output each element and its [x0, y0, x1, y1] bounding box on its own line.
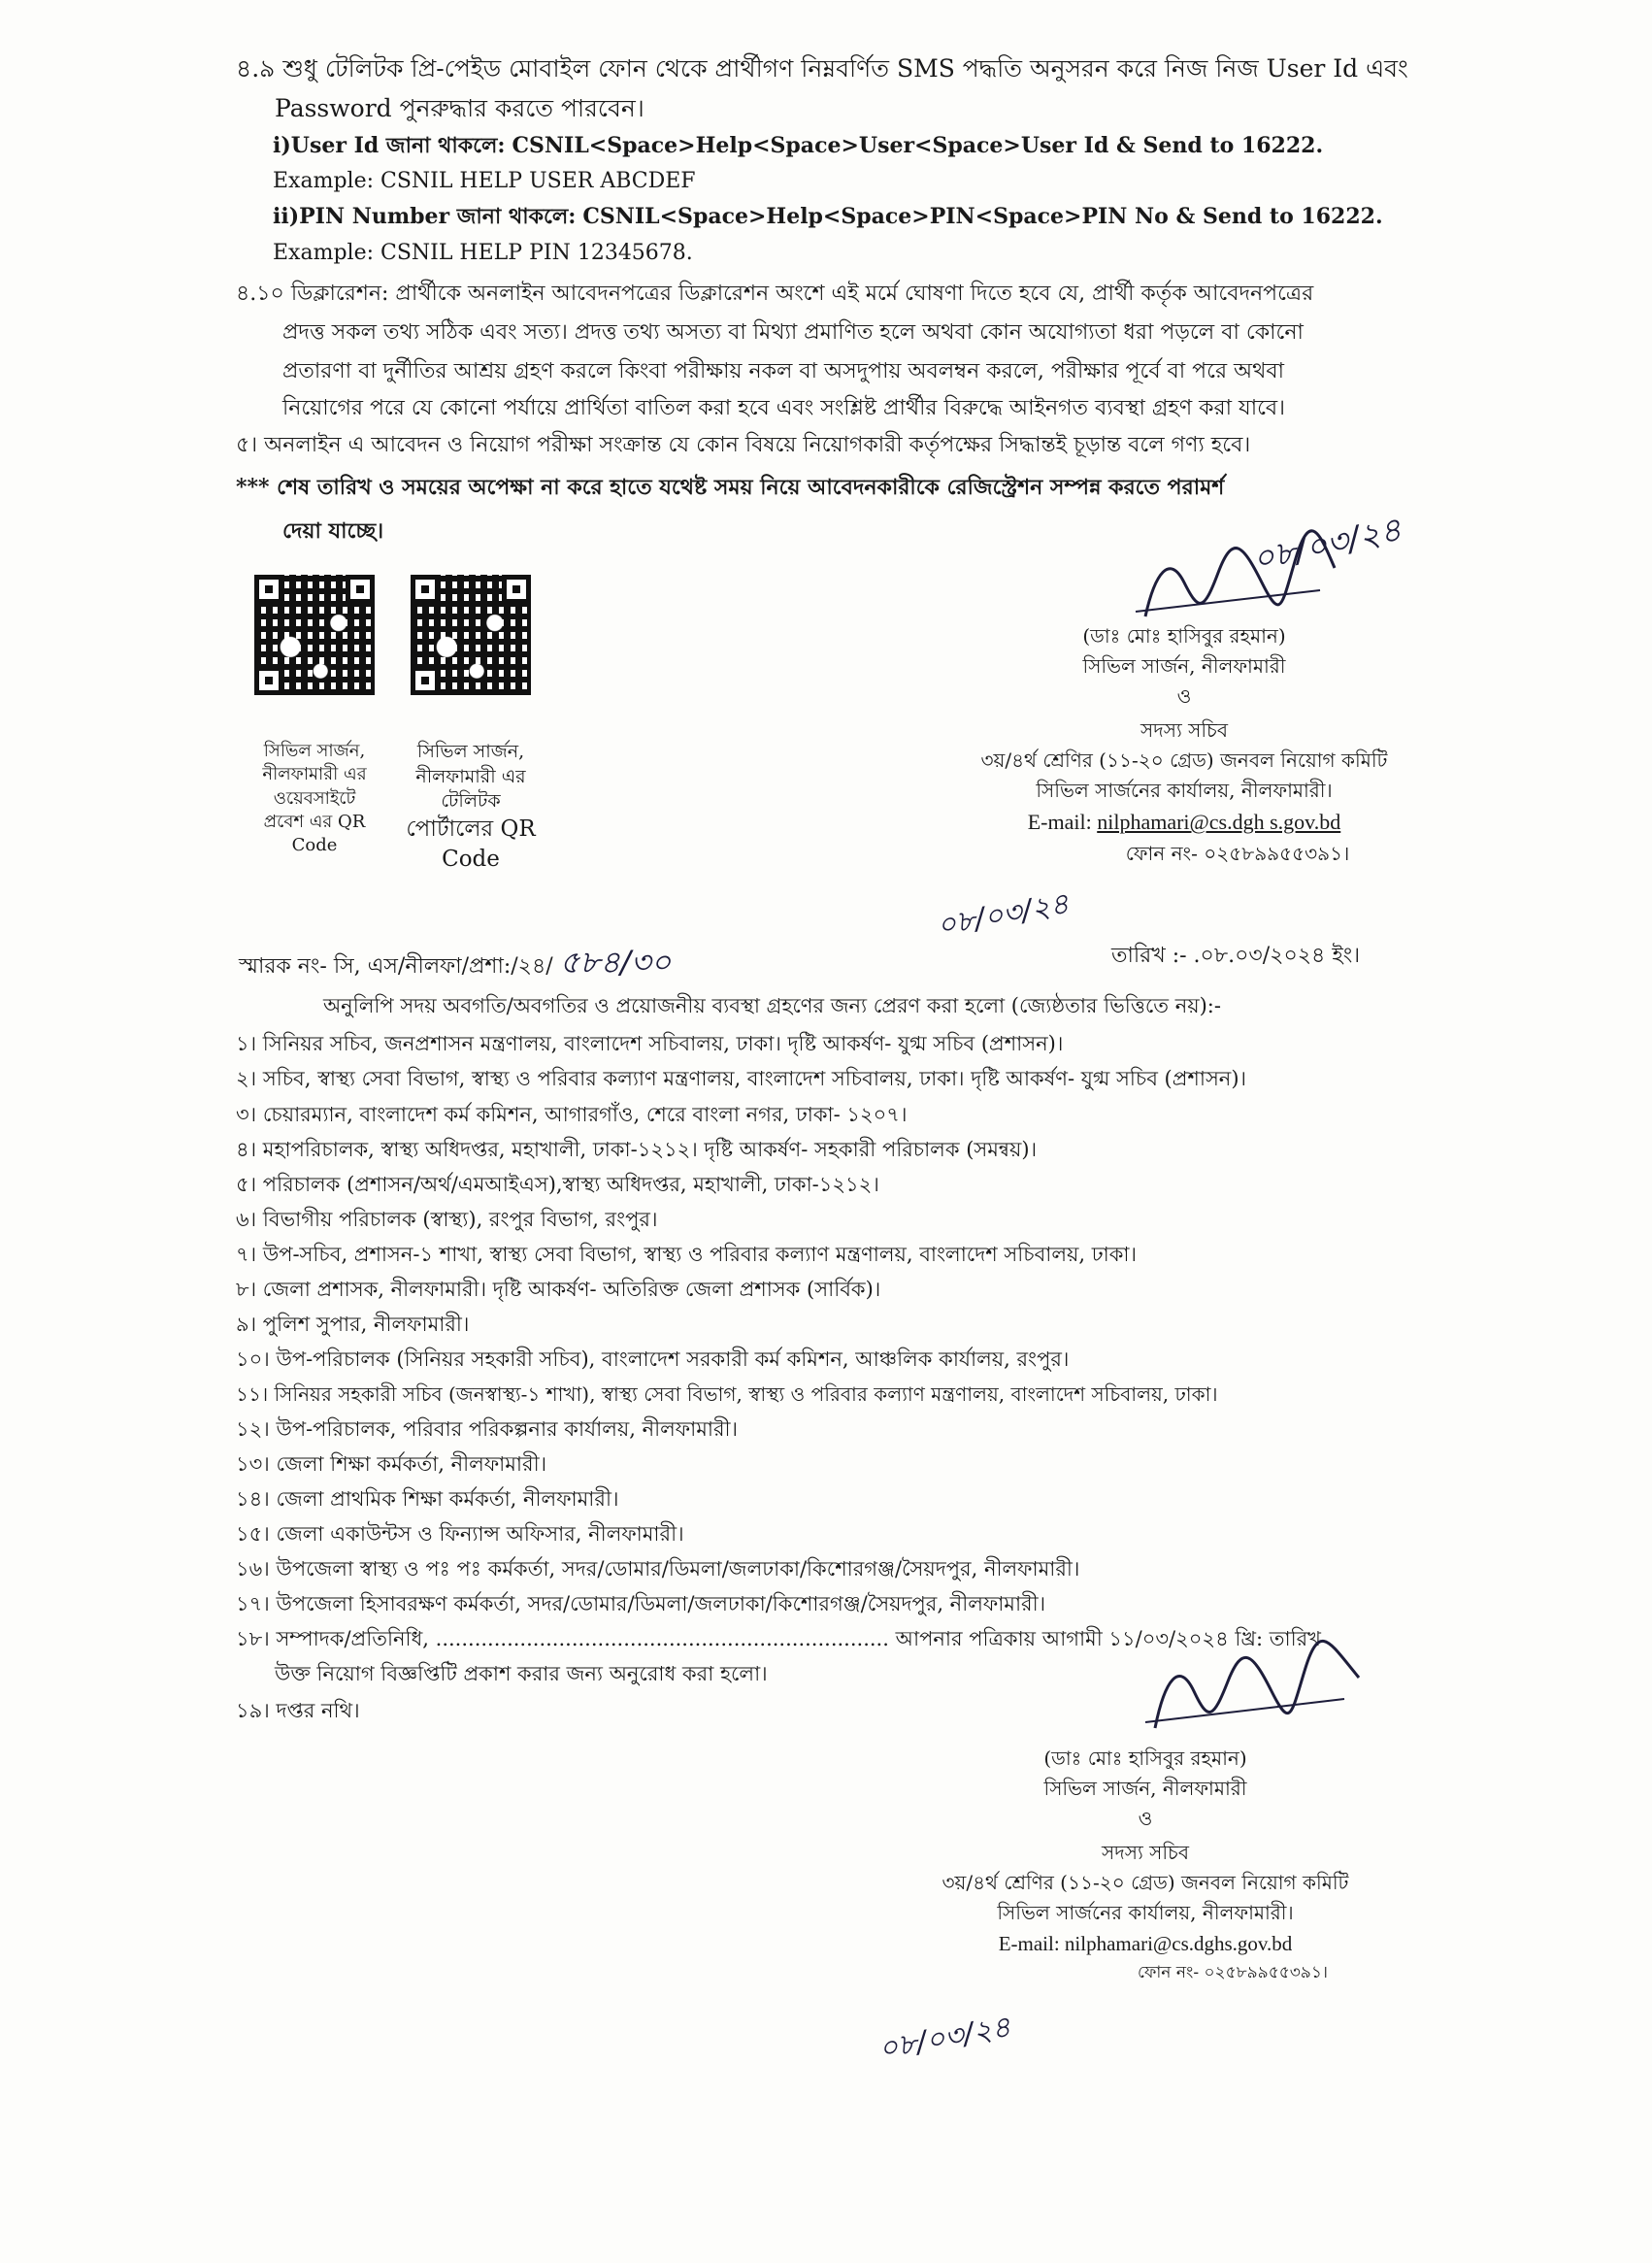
- handwritten-signature-2: [1136, 1621, 1417, 1738]
- qr-caption-line: নীলফামারী এর: [415, 765, 526, 787]
- phone-line: ফোন নং- ০২৫৮৯৯৫৫৩৯১।: [1138, 1962, 1328, 1982]
- qr-caption-line: ওয়েবসাইটে: [273, 787, 356, 809]
- memo-number: [239, 944, 671, 981]
- item-4-10-line3: প্রতারণা বা দুর্নীতির আশ্রয় গ্রহণ করলে কিংবা পরীক্ষায় নকল বা অসদুপায় অবলম্বন করলে, পরীক্ষার পূর্বে বা পরে অথবা: [282, 359, 1284, 383]
- office-name: সিভিল সার্জনের কার্যালয়, নীলফামারী।: [997, 1901, 1294, 1924]
- signer-role: সদস্য সচিব: [1140, 718, 1228, 742]
- website-qr-code: [254, 575, 375, 695]
- memo-date: তারিখ :- .০৮.০৩/২০২৪ ইং।: [1111, 944, 1361, 968]
- email-label: E-mail:: [1027, 810, 1098, 834]
- pin-rule: [273, 204, 1383, 230]
- list-item: ১১। সিনিয়র সহকারী সচিব (জনস্বাস্থ্য-১ শাখা), স্বাস্থ্য সেবা বিভাগ, স্বাস্থ্য ও পরিবার কল্যাণ মন্ত্রণালয়, বাংলাদেশ সচিবালয়, ঢাকা।: [236, 1382, 1218, 1406]
- qr-caption-line: টেলিটক: [441, 790, 501, 813]
- user-id-rule-label: i)User Id জানা থাকলে:: [273, 133, 506, 158]
- website-qr-caption: [247, 740, 382, 857]
- list-item: ৮। জেলা প্রশাসক, নীলফামারী। দৃষ্টি আকর্ষণ- অতিরিক্ত জেলা প্রশাসক (সার্বিক)।: [236, 1278, 881, 1301]
- list-item: ৫। পরিচালক (প্রশাসন/অর্থ/এমআইএস),স্বাস্থ্য অধিদপ্তর, মহাখালী, ঢাকা-১২১২।: [236, 1173, 879, 1196]
- list-item: ১৫। জেলা একাউন্টস ও ফিন্যান্স অফিসার, নীলফামারী।: [236, 1522, 684, 1546]
- item-4-10-line1: ৪.১০ ডিক্লারেশন: প্রার্থীকে অনলাইন আবেদনপত্রের ডিক্লারেশন অংশে এই মর্মে ঘোষণা দিতে হবে যে, প্রার্থী কর্তৃক আবেদনপত্রের: [236, 282, 1314, 306]
- list-item: ১০। উপ-পরিচালক (সিনিয়র সহকারী সচিব), বাংলাদেশ সরকারী কর্ম কমিশন, আঞ্চলিক কার্যালয়, রংপুর।: [236, 1348, 1070, 1371]
- signer-title: সিভিল সার্জন, নীলফামারী: [1082, 654, 1286, 678]
- list-item: ১৩। জেলা শিক্ষা কর্মকর্তা, নীলফামারী।: [236, 1452, 547, 1476]
- office-name: সিভিল সার্জনের কার্যালয়, নীলফামারী।: [1036, 779, 1333, 802]
- item-5: ৫। অনলাইন এ আবেদন ও নিয়োগ পরীক্ষা সংক্রান্ত যে কোন বিষয়ে নিয়োগকারী কর্তৃপক্ষের সিদ্ধান্তই চূড়ান্ত বলে গণ্য হবে।: [236, 433, 1251, 457]
- signer-role: সদস্য সচিব: [1102, 1841, 1189, 1864]
- qr-finder-mark: [346, 575, 375, 604]
- teletalk-qr-caption: [403, 740, 539, 875]
- qr-finder-mark: [254, 575, 283, 604]
- list-item: ৪। মহাপরিচালক, স্বাস্থ্য অধিদপ্তর, মহাখালী, ঢাকা-১২১২। দৃষ্টি আকর্ষণ- সহকারী পরিচালক (সমন্বয়)।: [236, 1138, 1038, 1161]
- notice-line1: *** শেষ তারিখ ও সময়ের অপেক্ষা না করে হাতে যথেষ্ট সময় নিয়ে আবেদনকারীকে রেজিস্ট্রেশন সম্পন্ন করতে পরামর্শ: [236, 475, 1225, 500]
- list-item: ২। সচিব, স্বাস্থ্য সেবা বিভাগ, স্বাস্থ্য ও পরিবার কল্যাণ মন্ত্রণালয়, বাংলাদেশ সচিবালয়, ঢাকা। দৃষ্টি আকর্ষণ- যুগ্ম সচিব (প্রশাসন)।: [236, 1067, 1247, 1090]
- qr-caption-line: সিভিল সার্জন,: [263, 741, 366, 761]
- signer-and: ও: [1176, 684, 1192, 708]
- initial-date-1: ০৮/০৩/২৪: [934, 886, 1073, 944]
- pin-rule-cmd: CSNIL<Space>Help<Space>PIN<Space>PIN No & Send to 16222.: [582, 204, 1383, 229]
- qr-caption-line: পোর্টালের QR: [406, 815, 536, 842]
- teletalk-qr-code: [411, 575, 531, 695]
- email-line: E-mail: nilphamari@cs.dghs.gov.bd: [998, 1932, 1293, 1955]
- user-id-rule-cmd: CSNIL<Space>Help<Space>User<Space>User Id & Send to 16222.: [512, 133, 1324, 158]
- qr-caption-line: Code: [291, 835, 338, 856]
- qr-finder-mark: [502, 575, 531, 604]
- signer-name: (ডাঃ মোঃ হাসিবুর রহমান): [1043, 1747, 1247, 1770]
- item-4-9-line1: ৪.৯ শুধু টেলিটক প্রি-পেইড মোবাইল ফোন থেকে প্রার্থীগণ নিম্নবর্ণিত SMS পদ্ধতি অনুসরন করে নিজ নিজ User Id এবং: [236, 54, 1408, 83]
- list-item: ৭। উপ-সচিব, প্রশাসন-১ শাখা, স্বাস্থ্য সেবা বিভাগ, স্বাস্থ্য ও পরিবার কল্যাণ মন্ত্রণালয়, বাংলাদেশ সচিবালয়, ঢাকা।: [236, 1243, 1137, 1266]
- list-item: ১২। উপ-পরিচালক, পরিবার পরিকল্পনার কার্যালয়, নীলফামারী।: [236, 1417, 739, 1441]
- item-4-10-line4: নিয়োগের পরে যে কোনো পর্যায়ে প্রার্থিতা বাতিল করা হবে এবং সংশ্লিষ্ট প্রার্থীর বিরুদ্ধে আইনগত ব্যবস্থা গ্রহণ করা যাবে।: [282, 396, 1286, 420]
- memo-number-text: স্মারক নং- সি, এস/নীলফা/প্রশা:/২৪/: [239, 954, 553, 979]
- qr-caption-line: সিভিল সার্জন,: [416, 741, 525, 762]
- memo-handwritten-number: ৫৮৪/৩০: [559, 944, 672, 981]
- list-item: ১৬। উপজেলা স্বাস্থ্য ও পঃ পঃ কর্মকর্তা, সদর/ডোমার/ডিমলা/জলঢাকা/কিশোরগঞ্জ/সৈয়দপুর, নীলফামারী।: [236, 1557, 1080, 1581]
- qr-caption-line: Code: [442, 846, 500, 872]
- committee-name: ৩য়/৪র্থ শ্রেণির (১১-২০ গ্রেড) জনবল নিয়োগ কমিটি: [942, 1871, 1349, 1894]
- list-item-continuation: উক্ত নিয়োগ বিজ্ঞপ্তিটি প্রকাশ করার জন্য অনুরোধ করা হলো।: [275, 1662, 768, 1685]
- list-item: ১৮। সম্পাদক/প্রতিনিধি, ...................................................................... আপনার পত্রিকায় আগামী ১১/০৩/২০২৪ খ্রি: তারিখ: [236, 1627, 1321, 1650]
- list-item: ১৭। উপজেলা হিসাবরক্ষণ কর্মকর্তা, সদর/ডোমার/ডিমলা/জলঢাকা/কিশোরগঞ্জ/সৈয়দপুর, নীলফামারী।: [236, 1592, 1046, 1615]
- signature-1-date: ০৮/০৩/২৪: [1249, 510, 1405, 580]
- qr-finder-mark: [254, 666, 283, 695]
- qr-finder-mark: [411, 575, 440, 604]
- notice-line2: দেয়া যাচ্ছে।: [282, 518, 384, 544]
- pin-example: Example: CSNIL HELP PIN 12345678.: [273, 241, 693, 265]
- signer-name: (ডাঃ মোঃ হাসিবুর রহমান): [1082, 624, 1286, 648]
- signer-and: ও: [1138, 1807, 1153, 1830]
- signature-block-2: [874, 1744, 1417, 1985]
- user-id-example: Example: CSNIL HELP USER ABCDEF: [273, 169, 696, 193]
- item-4-9-line2: Password পুনরুদ্ধার করতে পারবেন।: [275, 94, 644, 122]
- qr-caption-line: প্রবেশ এর QR: [263, 811, 366, 832]
- list-item: ১৪। জেলা প্রাথমিক শিক্ষা কর্মকর্তা, নীলফামারী।: [236, 1487, 619, 1511]
- qr-caption-line: নীলফামারী এর: [262, 764, 367, 785]
- phone-line: ফোন নং- ০২৫৮৯৯৫৫৩৯১।: [1125, 842, 1350, 866]
- item-4-10-line2: প্রদত্ত সকল তথ্য সঠিক এবং সত্য। প্রদত্ত তথ্য অসত্য বা মিথ্যা প্রমাণিত হলে অথবা কোন অযোগ্যতা ধরা পড়লে বা কোনো: [282, 320, 1304, 345]
- pin-rule-label: ii)PIN Number জানা থাকলে:: [273, 204, 577, 229]
- email-line: [912, 806, 1456, 839]
- list-item: ১। সিনিয়র সচিব, জনপ্রশাসন মন্ত্রণালয়, বাংলাদেশ সচিবালয়, ঢাকা। দৃষ্টি আকর্ষণ- যুগ্ম সচিব (প্রশাসন)।: [236, 1032, 1064, 1055]
- list-item: ৩। চেয়ারম্যান, বাংলাদেশ কর্ম কমিশন, আগারগাঁও, শেরে বাংলা নগর, ঢাকা- ১২০৭।: [236, 1103, 908, 1126]
- signer-title: সিভিল সার্জন, নীলফামারী: [1043, 1777, 1247, 1800]
- signature-block-1: [912, 621, 1456, 869]
- list-item: ৯। পুলিশ সুপার, নীলফামারী।: [236, 1313, 470, 1336]
- list-item: ১৯। দপ্তর নথি।: [236, 1699, 360, 1722]
- user-id-rule: [273, 133, 1323, 159]
- copy-intro: অনুলিপি সদয় অবগতি/অবগতির ও প্রয়োজনীয় ব্যবস্থা গ্রহণের জন্য প্রেরণ করা হলো (জ্যেষ্ঠতার ভিত্তিতে নয়):-: [323, 994, 1221, 1017]
- email-link[interactable]: nilphamari@cs.dgh s.gov.bd: [1097, 810, 1341, 834]
- qr-finder-mark: [411, 666, 440, 695]
- committee-name: ৩য়/৪র্থ শ্রেণির (১১-২০ গ্রেড) জনবল নিয়োগ কমিটি: [980, 749, 1388, 772]
- initial-date-2: ০৮/০৩/২৪: [876, 2010, 1014, 2067]
- list-item: ৬। বিভাগীয় পরিচালক (স্বাস্থ্য), রংপুর বিভাগ, রংপুর।: [236, 1208, 658, 1231]
